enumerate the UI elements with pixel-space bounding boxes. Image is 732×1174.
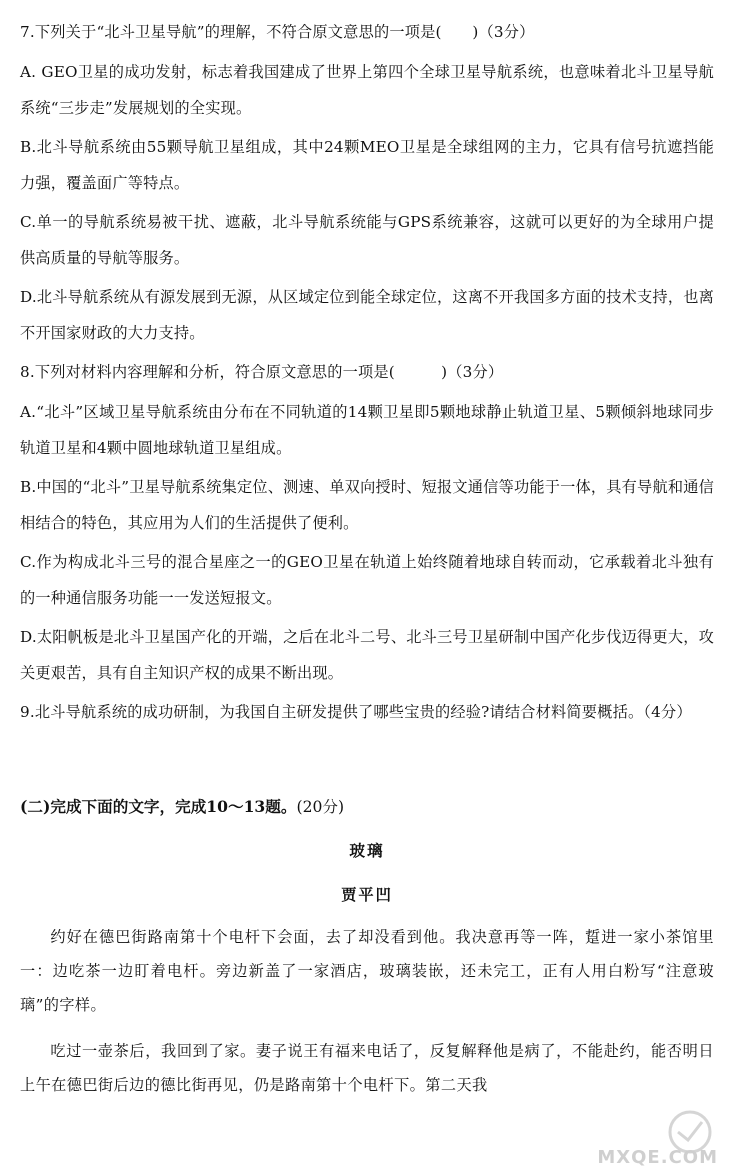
article-author: 贾平凹: [341, 886, 393, 904]
watermark-text: MXQE.COM: [597, 1147, 718, 1168]
article-paragraph-2: 吃过一壶茶后，我回到了家。妻子说王有福来电话了，反复解释他是病了，不能赴约，能否明日上午在德巴街后边的德比街再见，仍是路南第十个电杆下。第二天我: [20, 1042, 714, 1094]
question-7-stem: 7.下列关于“北斗卫星导航”的理解，不符合原文意思的一项是( )（3分）: [20, 23, 535, 41]
watermark-icon: [602, 1106, 722, 1170]
question-7-option-d: D.北斗导航系统从有源发展到无源，从区域定位到能全球定位，这离不开我国多方面的技术支持，也离不开国家财政的大力支持。: [20, 288, 714, 342]
section-2-points: (20分): [296, 798, 345, 816]
question-8-option-a: A.“北斗”区域卫星导航系统由分布在不同轨道的14颗卫星即5颗地球静止轨道卫星、5颗倾斜地球同步轨道卫星和4颗中圆地球轨道卫星组成。: [20, 403, 714, 457]
article-title: 玻璃: [349, 841, 385, 860]
article-paragraph-1: 约好在德巴街路南第十个电杆下会面，去了却没看到他。我决意再等一阵，踅进一家小茶馆里一：边吃茶一边盯着电杆。旁边新盖了一家酒店，玻璃装嵌，还未完工，正有人用白粉写“注意玻璃”的字样。: [20, 928, 714, 1014]
question-8-option-c: C.作为构成北斗三号的混合星座之一的GEO卫星在轨道上始终随着地球自转而动，它承载着北斗独有的一种通信服务功能一一发送短报文。: [20, 553, 714, 607]
section-spacer: [20, 734, 714, 790]
section-2-heading: [20, 790, 714, 824]
question-7-option-a: A. GEO卫星的成功发射，标志着我国建成了世界上第四个全球卫星导航系统，也意味着北斗卫星导航系统“三步走”发展规划的全实现。: [20, 63, 714, 117]
question-8-option-d: D.太阳帆板是北斗卫星国产化的开端，之后在北斗二号、北斗三号卫星研制中国产化步伐迈得更大，攻关更艰苦，具有自主知识产权的成果不断出现。: [20, 628, 714, 682]
watermark-logo: [597, 1106, 722, 1170]
question-7-option-b: B.北斗导航系统由55颗导航卫星组成，其中24颗MEO卫星是全球组网的主力，它具有信号抗遮挡能力强，覆盖面广等特点。: [20, 138, 714, 192]
question-8-stem: 8.下列对材料内容理解和分析，符合原文意思的一项是( )（3分）: [20, 363, 504, 381]
question-9-stem: 9.北斗导航系统的成功研制，为我国自主研发提供了哪些宝贵的经验?请结合材料简要概括。（4分）: [20, 703, 692, 721]
question-8-option-b: B.中国的“北斗”卫星导航系统集定位、测速、单双向授时、短报文通信等功能于一体，具有导航和通信相结合的特色，其应用为人们的生活提供了便利。: [20, 478, 714, 532]
question-7-option-c: C.单一的导航系统易被干扰、遮蔽，北斗导航系统能与GPS系统兼容，这就可以更好的为全球用户提供高质量的导航等服务。: [20, 213, 714, 267]
section-2-heading-text: (二)完成下面的文字，完成10～13题。: [20, 797, 297, 816]
